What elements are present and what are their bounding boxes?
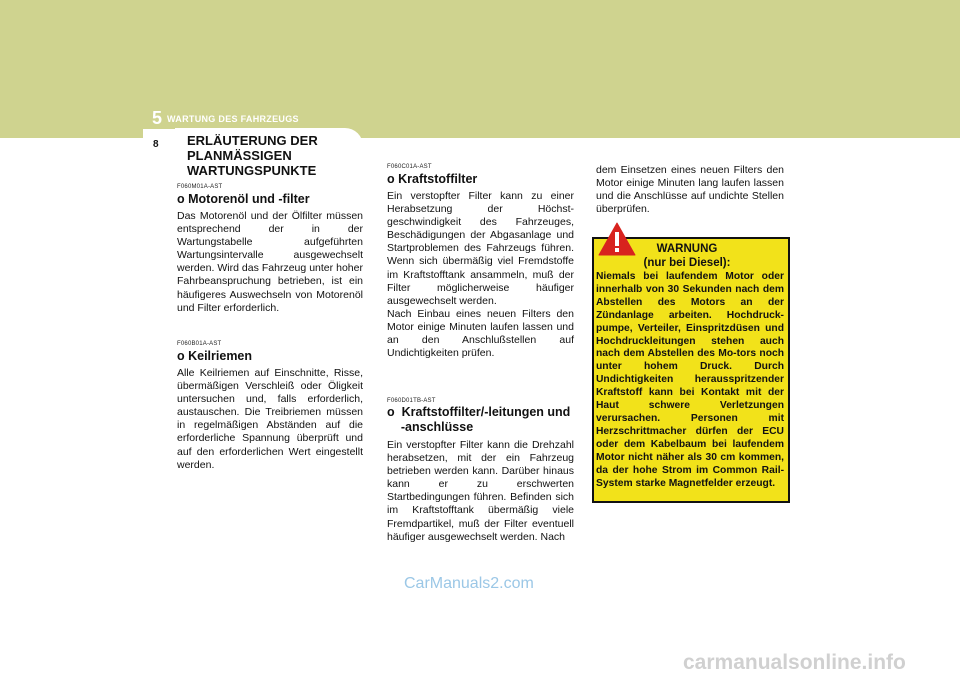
section-code: F060C01A-AST xyxy=(387,164,432,170)
watermark-carmanualsonline[interactable]: carmanualsonline.info xyxy=(683,651,906,674)
section-title: o Kraftstoffilter xyxy=(387,172,478,186)
continuation-text: dem Einsetzen eines neuen Filters den Motor einige Minuten lang laufen lassen und die Anschlüsse auf undichte Stellen überprüfen. xyxy=(596,164,784,216)
section-text: Alle Keilriemen auf Einschnitte, Risse, übermäßigen Verschleiß oder Öligkeit untersuchen und, falls erforderlich, austauschen. Die Treibriemen müssen in regelmäßigen Abständen auf die erforderliche Spannung überprüft und auf den erforderlichen Wert eingestellt werden. xyxy=(177,367,363,471)
section-text: Das Motorenöl und der Ölfilter müssen entsprechend der in der Wartungstabelle aufgeführten Wartungsintervalle ausgewechselt werden. Wird das Fahrzeug unter hoher Fahrbeanspruchung betrieben, ist ein häufigeres Auswechseln von Motorenöl und Filter erforderlich. xyxy=(177,210,363,314)
section-text: Ein verstopfter Filter kann zu einer Herabsetzung der Höchst-geschwindigkeit des Fahrzeuges, Beschädigungen der Abgasanlage und Startproblemen des Fahrzeugs führen. Wenn sich übermäßig viel Fremdstoffe im Kraftstofftank ansammeln, muß der Filter möglicherweise häufiger ausgewechselt werden. Nach Einbau eines neuen Filters den Motor einige Minuten laufen lassen und an den Anschlußstellen auf Undichtigkeiten prüfen. xyxy=(387,190,574,360)
section-text: Ein verstopfter Filter kann die Drehzahl herabsetzen, mit der ein Fahrzeug betrieben werden kann. Darüber hinaus kann er zu erschwerten Startbedingungen führen. Befinden sich im Kraftstofftank übermäßig viele Fremdpartikel, muß der Filter eventuell häufiger ausgewechselt werden. Nach xyxy=(387,439,574,543)
page-number-tab xyxy=(143,129,175,159)
section-title: o Motorenöl und -filter xyxy=(177,192,310,206)
section-code: F060D01TB-AST xyxy=(387,398,436,404)
watermark-carmanuals[interactable]: CarManuals2.com xyxy=(404,575,534,592)
warning-triangle-icon xyxy=(598,222,636,256)
section-heading: ERLÄUTERUNG DER PLANMÄSSIGEN WARTUNGSPUNKTE xyxy=(187,133,318,178)
section-title: o Keilriemen xyxy=(177,349,253,363)
warning-text: Niemals bei laufendem Motor oder innerhalb von 30 Sekunden nach dem Abstellen des Motors an der Zündanlage arbeiten. Hochdruck-pumpe, Verteiler, Einspritzdüsen und Hochdruckleitungen stehen auch nach dem Abstellen des Mo-tors noch unter hohem Druck. Durch Undichtigkeiten herausspritzender Kraftstoff kann bei Kontakt mit der Haut schwere Verletzungen verursachen. Personen mit Herzschrittmacher dürfen der ECU oder dem Kabelbaum bei laufendem Motor nicht näher als 30 cm kommen, da der hohe Strom im Common Rail-System starke Magnetfelder erzeugt. xyxy=(596,271,784,489)
page-number: 8 xyxy=(153,139,159,150)
section-code: F060M01A-AST xyxy=(177,184,223,190)
section-title: o Kraftstoffilter/-leitungen und -anschlüsse xyxy=(387,405,571,434)
chapter-number: 5 xyxy=(152,108,163,128)
chapter-title: WARTUNG DES FAHRZEUGS xyxy=(167,114,299,124)
warning-title: WARNUNG (nur bei Diesel): xyxy=(643,243,731,269)
header-band xyxy=(0,0,960,138)
section-code: F060B01A-AST xyxy=(177,341,222,347)
